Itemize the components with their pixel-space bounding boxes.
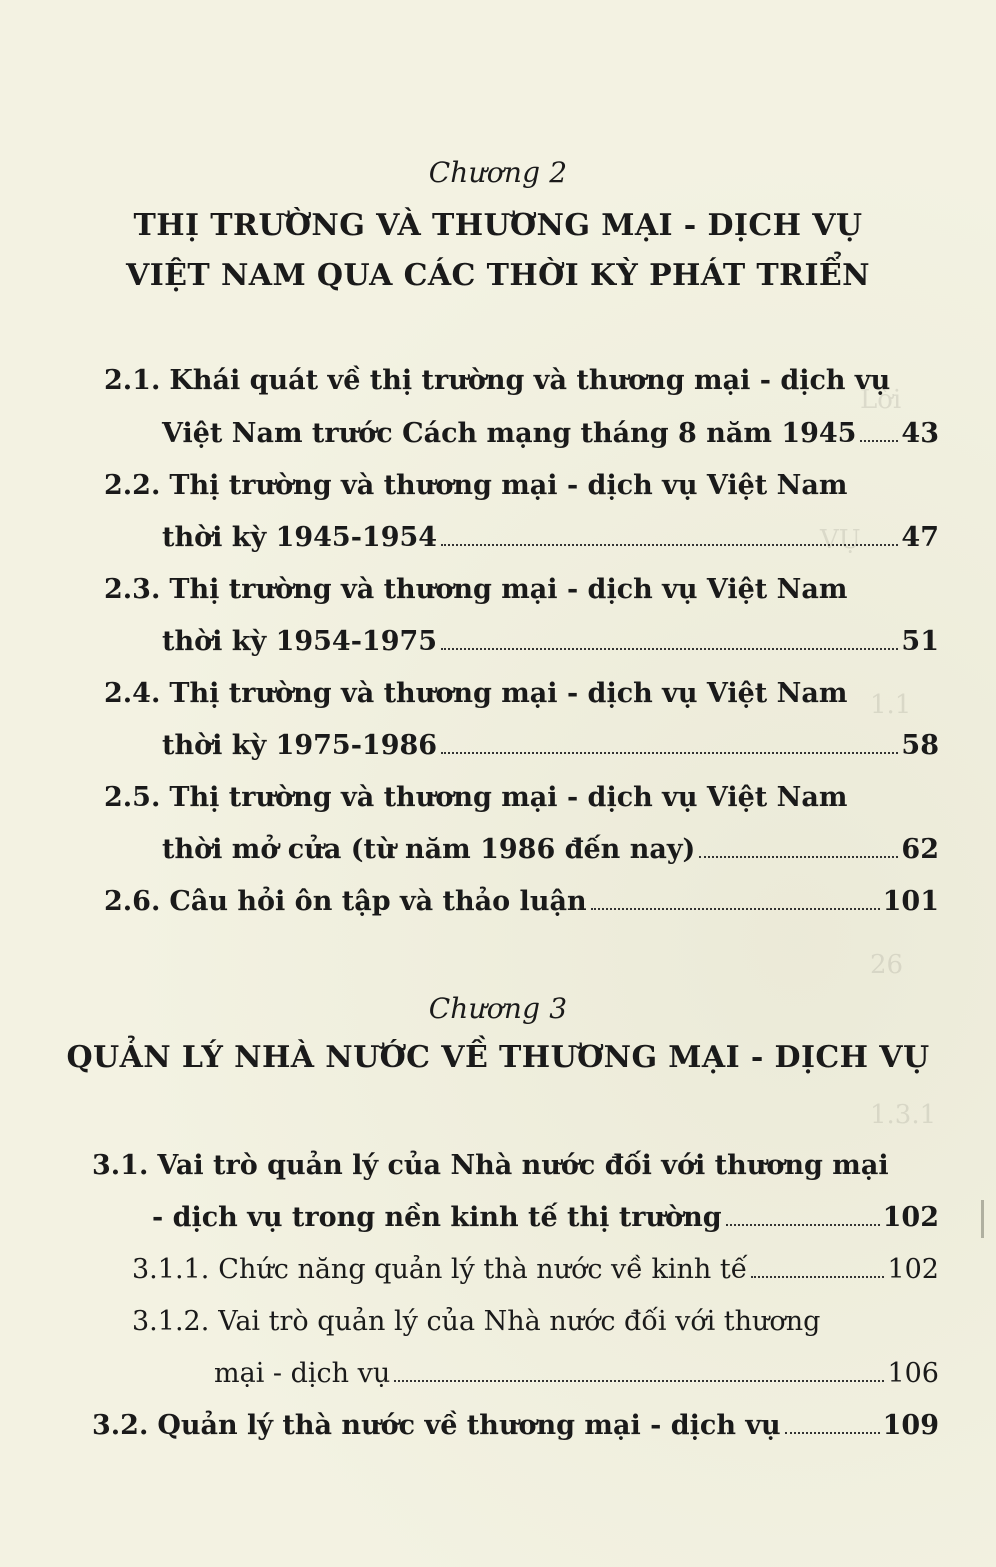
toc-entry-3-2[interactable] — [92, 1410, 939, 1441]
toc-entry-2-2[interactable] — [104, 470, 939, 501]
toc-page-number: 102 — [887, 1254, 939, 1285]
toc-entry-title: thời kỳ 1945-1954 — [162, 522, 438, 553]
dot-leader — [591, 908, 880, 910]
dot-leader — [441, 544, 898, 546]
chapter-2-title-line-2: VIỆT NAM QUA CÁC THỜI KỲ PHÁT TRIỂN — [126, 258, 870, 293]
toc-number: 2.4. — [104, 678, 161, 709]
toc-entry-title: Việt Nam trước Cách mạng tháng 8 năm 1945 — [162, 418, 857, 449]
toc-entry-title: thời mở cửa (từ năm 1986 đến nay) — [162, 834, 696, 865]
dot-leader — [726, 1224, 880, 1226]
toc-entry-title: Thị trường và thương mại - dịch vụ Việt Nam — [169, 470, 848, 501]
toc-page-number: 106 — [887, 1358, 939, 1389]
toc-entry-2-5[interactable] — [104, 782, 939, 813]
toc-entry-2-4-cont[interactable] — [162, 730, 939, 761]
toc-number: 2.6. — [104, 886, 161, 917]
toc-number: 3.2. — [92, 1410, 149, 1441]
toc-entry-title: thời kỳ 1975-1986 — [162, 730, 438, 761]
toc-entry-title: Vai trò quản lý của Nhà nước đối với thương mại — [157, 1150, 889, 1181]
toc-page-number: 47 — [901, 522, 939, 553]
dot-leader — [441, 648, 898, 650]
toc-entry-title: thời kỳ 1954-1975 — [162, 626, 438, 657]
toc-number: 2.5. — [104, 782, 161, 813]
dot-leader — [860, 440, 898, 442]
toc-entry-title: - dịch vụ trong nền kinh tế thị trường — [152, 1202, 722, 1233]
toc-entry-2-1-cont[interactable] — [162, 418, 939, 449]
bleed-through: Lời — [860, 385, 902, 415]
toc-entry-title: Thị trường và thương mại - dịch vụ Việt Nam — [169, 782, 848, 813]
toc-number: 3.1. — [92, 1150, 149, 1181]
bleed-through: VỤ — [820, 525, 861, 555]
dot-leader — [441, 752, 898, 754]
chapter-2-title-line-1: THỊ TRƯỜNG VÀ THƯƠNG MẠI - DỊCH VỤ — [133, 208, 863, 243]
toc-entry-title: Khái quát về thị trường và thương mại - dịch vụ — [169, 365, 891, 396]
toc-entry-3-1-2[interactable] — [132, 1306, 939, 1337]
toc-entry-3-1[interactable] — [92, 1150, 939, 1181]
toc-entry-2-6[interactable] — [104, 886, 939, 917]
toc-entry-title: Vai trò quản lý của Nhà nước đối với thương — [218, 1306, 821, 1337]
chapter-3-label: Chương 3 — [428, 992, 568, 1025]
toc-number: 3.1.1. — [132, 1254, 210, 1285]
toc-page-number: 43 — [901, 418, 939, 449]
toc-page-number: 102 — [882, 1202, 939, 1233]
toc-page-number: 51 — [901, 626, 939, 657]
dot-leader — [394, 1380, 884, 1382]
toc-entry-3-1-1[interactable] — [132, 1254, 939, 1285]
dot-leader — [699, 856, 898, 858]
toc-entry-title: Thị trường và thương mại - dịch vụ Việt Nam — [169, 574, 848, 605]
toc-entry-title: Chức năng quản lý thà nước về kinh tế — [218, 1254, 748, 1285]
toc-entry-title: Quản lý thà nước về thương mại - dịch vụ — [157, 1410, 781, 1441]
toc-number: 3.1.2. — [132, 1306, 210, 1337]
toc-entry-title: mại - dịch vụ — [214, 1358, 391, 1389]
toc-number: 2.2. — [104, 470, 161, 501]
toc-number: 2.1. — [104, 365, 161, 396]
toc-page-number: 62 — [901, 834, 939, 865]
toc-page-number: 101 — [882, 886, 939, 917]
toc-entry-title: Thị trường và thương mại - dịch vụ Việt Nam — [169, 678, 848, 709]
chapter-2-label: Chương 2 — [428, 156, 568, 189]
bleed-through: 1.3.1 — [870, 1100, 937, 1130]
toc-entry-2-2-cont[interactable] — [162, 522, 939, 553]
toc-entry-title: Câu hỏi ôn tập và thảo luận — [169, 886, 587, 917]
toc-entry-2-1[interactable] — [104, 365, 939, 396]
bleed-through: 26 — [870, 950, 904, 980]
toc-entry-3-1-2-cont[interactable] — [214, 1358, 939, 1389]
toc-page-number: 58 — [901, 730, 939, 761]
dot-leader — [785, 1432, 880, 1434]
chapter-3-title: QUẢN LÝ NHÀ NƯỚC VỀ THƯƠNG MẠI - DỊCH VỤ — [66, 1040, 930, 1075]
toc-entry-3-1-cont[interactable] — [152, 1202, 939, 1233]
toc-entry-2-5-cont[interactable] — [162, 834, 939, 865]
page-edge-mark — [981, 1200, 984, 1238]
toc-page-number: 109 — [882, 1410, 939, 1441]
toc-number: 2.3. — [104, 574, 161, 605]
bleed-through: 1.1 — [870, 690, 912, 720]
toc-entry-2-3[interactable] — [104, 574, 939, 605]
dot-leader — [751, 1276, 884, 1278]
toc-entry-2-4[interactable] — [104, 678, 939, 709]
toc-entry-2-3-cont[interactable] — [162, 626, 939, 657]
